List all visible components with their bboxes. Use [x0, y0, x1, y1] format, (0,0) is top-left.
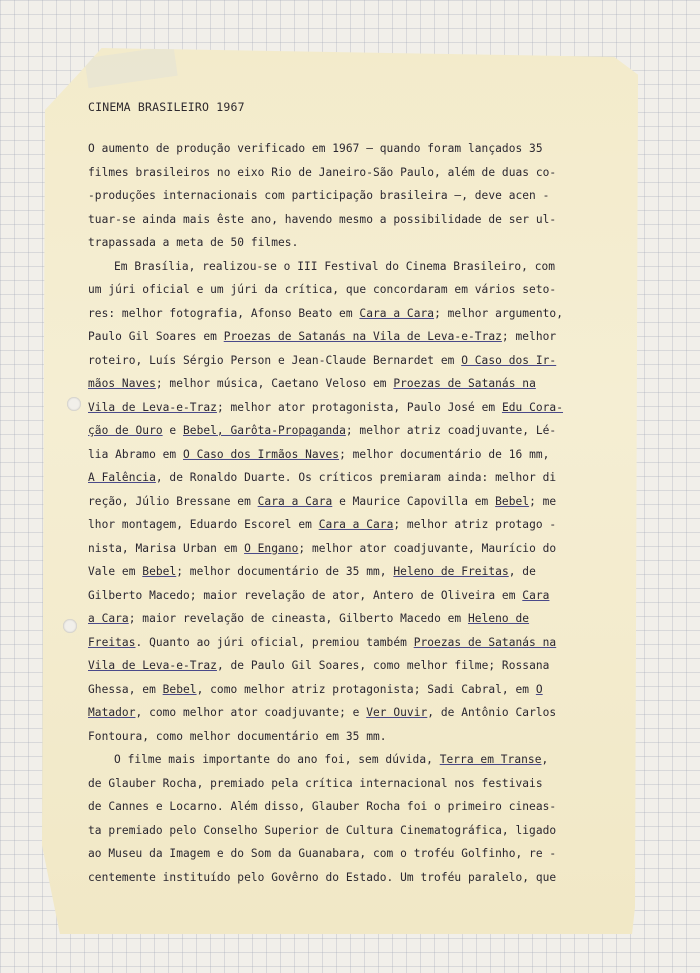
- film-title: Cara a Cara: [318, 518, 394, 531]
- film-title: Heleno de: [468, 612, 530, 625]
- text-segment: centemente instituído pelo Govêrno do Estado. Um troféu paralelo, que: [88, 870, 557, 884]
- film-title: Ver Ouvir: [366, 706, 428, 719]
- tape-strip: [84, 46, 177, 88]
- text-line: [88, 842, 608, 866]
- text-line: [88, 560, 608, 584]
- text-segment: reção, Júlio Bressane em: [88, 494, 258, 508]
- text-line: [88, 678, 608, 702]
- text-line: [88, 631, 608, 655]
- film-title: Bebel: [142, 565, 177, 578]
- text-segment: tuar-se ainda mais êste ano, havendo mesmo a possibilidade de ser ul-: [88, 212, 557, 226]
- text-line: [88, 772, 608, 796]
- text-segment: ta premiado pelo Conselho Superior de Cultura Cinematográfica, ligado: [88, 823, 557, 837]
- text-line: [88, 325, 608, 349]
- text-line: [88, 490, 608, 514]
- text-segment: e: [162, 424, 183, 437]
- text-line: [88, 372, 608, 396]
- text-segment: ; melhor: [501, 330, 557, 343]
- film-title: mãos Naves: [88, 377, 156, 390]
- film-title: Bebel, Garôta-Propaganda: [183, 424, 346, 437]
- text-line: [88, 349, 608, 373]
- text-line: [88, 819, 608, 843]
- text-segment: O filme mais importante do ano foi, sem dúvida,: [114, 753, 440, 766]
- text-line: [88, 278, 608, 302]
- text-line: [88, 231, 608, 255]
- text-segment: de Glauber Rocha, premiado pela crítica internacional nos festivais: [88, 776, 543, 790]
- text-line: [88, 466, 608, 490]
- text-segment: . Quanto ao júri oficial, premiou também: [135, 635, 414, 649]
- text-segment: O aumento de produção verificado em 1967 — quando foram lançados 35: [88, 142, 543, 155]
- punch-hole-lower: [63, 619, 77, 633]
- film-title: O Engano: [244, 541, 299, 555]
- text-line: [88, 184, 608, 208]
- film-title: Terra em Transe: [439, 753, 542, 766]
- punch-hole-upper: [67, 397, 81, 411]
- text-segment: , de Antônio Carlos: [427, 706, 557, 719]
- text-segment: ,: [541, 753, 549, 766]
- text-segment: -produções internacionais com participação brasileira —, deve acen -: [88, 189, 550, 202]
- text-line: [88, 443, 608, 467]
- text-segment: Fontoura, como melhor documentário em 35 mm.: [88, 729, 387, 743]
- text-line: [88, 396, 608, 420]
- film-title: a Cara: [88, 612, 129, 625]
- text-segment: ; melhor atriz coadjuvante, Lé-: [345, 424, 557, 437]
- text-segment: ; melhor música, Caetano Veloso em: [155, 377, 394, 390]
- text-segment: lia Abramo em: [88, 447, 183, 461]
- text-line: [88, 537, 608, 561]
- text-segment: Ghessa, em: [88, 682, 163, 696]
- text-line: [88, 255, 608, 279]
- film-title: Freitas: [88, 635, 136, 649]
- text-segment: Em Brasília, realizou-se o III Festival do Cinema Brasileiro, com: [114, 259, 556, 273]
- text-segment: , como melhor atriz protagonista; Sadi Cabral, em: [196, 682, 536, 696]
- film-title: Matador: [88, 706, 136, 719]
- film-title: Vila de Leva-e-Traz: [88, 400, 217, 414]
- text-line: [88, 725, 608, 749]
- text-line: [88, 208, 608, 232]
- text-line: [88, 607, 608, 631]
- text-segment: ; melhor argumento,: [434, 306, 563, 320]
- text-line: [88, 302, 608, 326]
- text-line: [88, 584, 608, 608]
- text-segment: ; melhor documentário de 16 mm,: [339, 447, 550, 461]
- text-segment: ; me: [529, 494, 557, 508]
- text-segment: ; melhor documentário de 35 mm,: [176, 565, 394, 578]
- text-line: [88, 795, 608, 819]
- text-line: [88, 161, 608, 185]
- text-segment: ; melhor ator protagonista, Paulo José em: [216, 400, 502, 414]
- film-title: Edu Cora-: [501, 400, 564, 414]
- text-segment: , de: [508, 565, 536, 578]
- film-title: ção de Ouro: [88, 424, 163, 437]
- page-title: CINEMA BRASILEIRO 1967: [88, 100, 245, 114]
- text-segment: de Cannes e Locarno. Além disso, Glauber Rocha foi o primeiro cineas-: [88, 800, 557, 813]
- text-segment: ; melhor ator coadjuvante, Maurício do: [298, 541, 557, 555]
- text-segment: res: melhor fotografia, Afonso Beato em: [88, 306, 360, 320]
- text-segment: trapassada a meta de 50 filmes.: [88, 236, 299, 249]
- film-title: A Falência: [88, 471, 156, 484]
- text-line: [88, 701, 608, 725]
- text-segment: ; melhor atriz protago -: [393, 518, 557, 531]
- film-title: Proezas de Satanás na Vila de Leva-e-Traz: [223, 330, 502, 343]
- text-segment: lhor montagem, Eduardo Escorel em: [88, 518, 319, 531]
- text-line: [88, 513, 608, 537]
- text-line: [88, 137, 608, 161]
- film-title: Bebel: [495, 494, 530, 508]
- film-title: Cara a Cara: [359, 306, 435, 320]
- text-segment: Vale em: [88, 565, 143, 578]
- body-text: [88, 137, 608, 889]
- film-title: Proezas de Satanás na: [413, 635, 557, 649]
- film-title: O: [535, 682, 543, 696]
- film-title: O Caso dos Irmãos Naves: [183, 447, 340, 461]
- text-segment: roteiro, Luís Sérgio Person e Jean-Claude Bernardet em: [88, 353, 462, 367]
- text-line: [88, 866, 608, 890]
- film-title: Cara a Cara: [257, 494, 333, 508]
- text-line: [88, 654, 608, 678]
- text-segment: e Maurice Capovilla em: [332, 494, 496, 508]
- film-title: Heleno de Freitas: [393, 565, 509, 578]
- text-segment: , de Paulo Gil Soares, como melhor filme; Rossana: [216, 659, 550, 672]
- text-segment: um júri oficial e um júri da crítica, que concordaram em vários seto-: [88, 283, 557, 296]
- text-line: [88, 419, 608, 443]
- text-segment: , como melhor ator coadjuvante; e: [135, 706, 367, 719]
- film-title: Bebel: [162, 682, 197, 696]
- text-segment: , de Ronaldo Duarte. Os críticos premiaram ainda: melhor di: [155, 471, 557, 484]
- film-title: Vila de Leva-e-Traz: [88, 659, 217, 672]
- text-line: [88, 748, 608, 772]
- text-segment: ; maior revelação de cineasta, Gilberto Macedo em: [128, 612, 468, 625]
- film-title: Cara: [522, 588, 550, 602]
- text-segment: ao Museu da Imagem e do Som da Guanabara, com o troféu Golfinho, re -: [88, 847, 557, 860]
- text-segment: Gilberto Macedo; maior revelação de ator, Antero de Oliveira em: [88, 588, 523, 602]
- text-segment: nista, Marisa Urban em: [88, 541, 245, 555]
- film-title: O Caso dos Ir-: [461, 353, 557, 367]
- text-segment: filmes brasileiros no eixo Rio de Janeiro-São Paulo, além de duas co-: [88, 165, 557, 179]
- film-title: Proezas de Satanás na: [393, 377, 536, 390]
- text-segment: Paulo Gil Soares em: [88, 330, 224, 343]
